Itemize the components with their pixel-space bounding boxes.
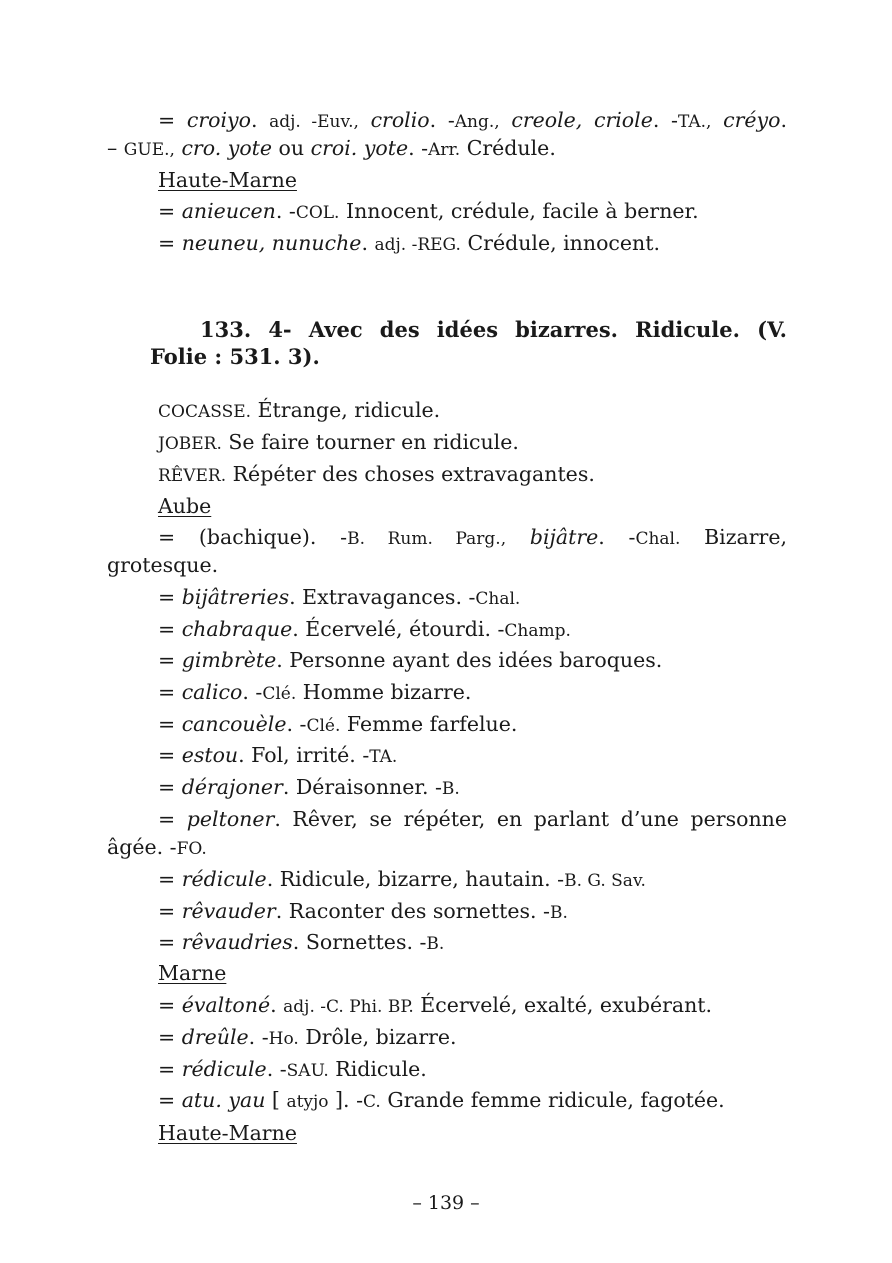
region-heading-haute-marne: Haute-Marne: [158, 168, 297, 192]
entry-line: grotesque.: [107, 553, 219, 577]
entry-line: – GUE., cro. yote ou croi. yote. -Arr. Crédule.: [107, 136, 556, 160]
section-heading-line-2: Folie : 531. 3).: [150, 344, 320, 369]
region-heading-aube: Aube: [158, 494, 212, 518]
entry-line: = anieucen. -COL. Innocent, crédule, facile à berner.: [158, 199, 699, 223]
entry-line: = cancouèle. -Clé. Femme farfelue.: [158, 712, 518, 736]
entry-line: COCASSE. Étrange, ridicule.: [158, 398, 441, 422]
entry-line: = neuneu, nunuche. adj. -REG. Crédule, innocent.: [158, 231, 660, 255]
entry-line: = atu. yau [ atyjo ]. -C. Grande femme ridicule, fagotée.: [158, 1088, 725, 1112]
entry-line: JOBER. Se faire tourner en ridicule.: [158, 430, 519, 454]
entry-line: = croiyo. adj. -Euv., crolio. -Ang., creole, criole. -TA., créyo.: [158, 108, 787, 132]
region-heading-marne: Marne: [158, 961, 227, 985]
region-heading-haute-marne: Haute-Marne: [158, 1121, 297, 1145]
entry-line: = rêvaudries. Sornettes. -B.: [158, 930, 445, 954]
entry-line: = (bachique). -B. Rum. Parg., bijâtre. -Chal. Bizarre,: [158, 525, 787, 549]
entry-line: = chabraque. Écervelé, étourdi. -Champ.: [158, 617, 571, 641]
entry-line: RÊVER. Répéter des choses extravagantes.: [158, 462, 595, 486]
entry-line: = dreûle. -Ho. Drôle, bizarre.: [158, 1025, 457, 1049]
entry-line: = estou. Fol, irrité. -TA.: [158, 743, 398, 767]
entry-line: = dérajoner. Déraisonner. -B.: [158, 775, 460, 799]
entry-line: = rêvauder. Raconter des sornettes. -B.: [158, 899, 568, 923]
entry-line: = bijâtreries. Extravagances. -Chal.: [158, 585, 521, 609]
entry-line: âgée. -FO.: [107, 835, 207, 859]
entry-line: = rédicule. -SAU. Ridicule.: [158, 1057, 427, 1081]
entry-line: = rédicule. Ridicule, bizarre, hautain. -B. G. Sav.: [158, 867, 646, 891]
entry-line: = gimbrète. Personne ayant des idées baroques.: [158, 648, 663, 672]
page-number: – 139 –: [412, 1192, 480, 1214]
entry-line: = peltoner. Rêver, se répéter, en parlant d’une personne: [158, 807, 787, 831]
section-heading-line-1: 133. 4- Avec des idées bizarres. Ridicule. (V.: [200, 317, 787, 342]
entry-line: = calico. -Clé. Homme bizarre.: [158, 680, 472, 704]
entry-line: = évaltoné. adj. -C. Phi. BP. Écervelé, exalté, exubérant.: [158, 993, 713, 1017]
